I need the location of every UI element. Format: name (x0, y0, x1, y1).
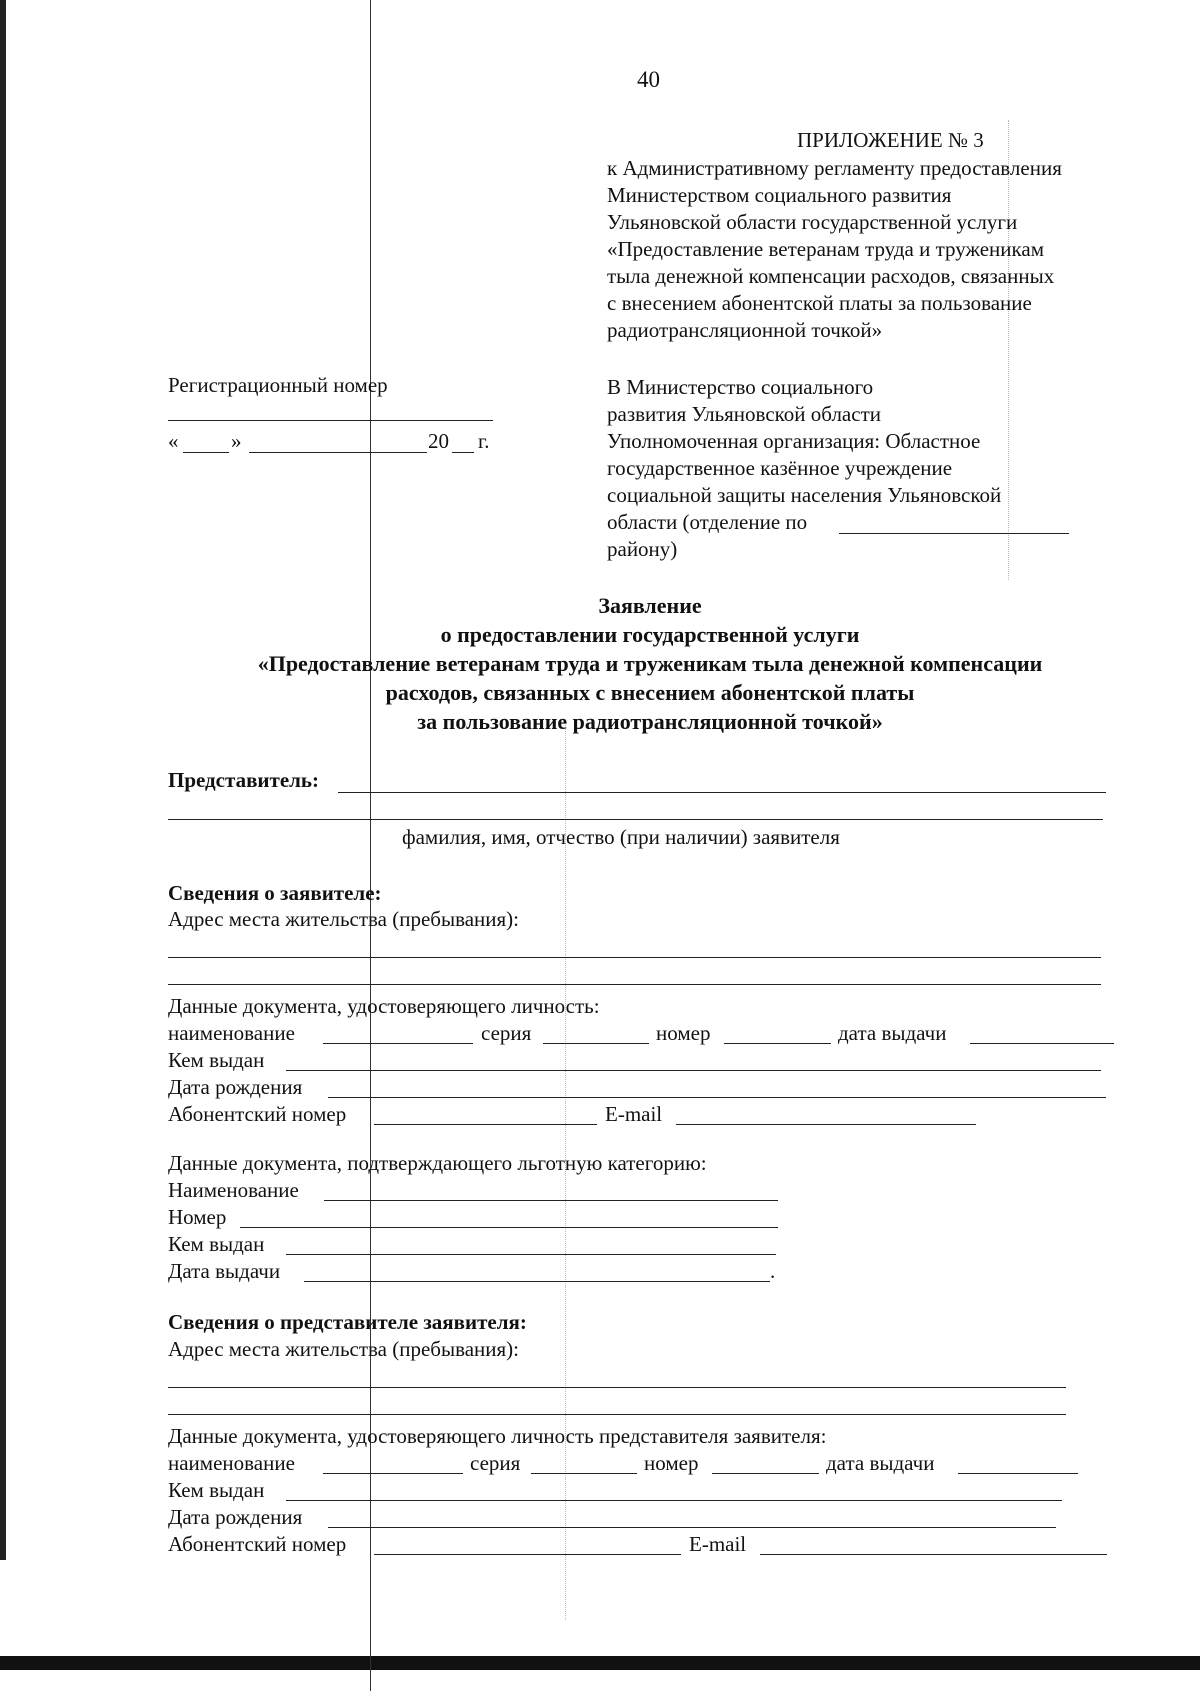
appendix-line: радиотрансляционной точкой» (607, 318, 883, 342)
representative-field[interactable] (338, 792, 1106, 793)
registration-number-field[interactable] (168, 420, 493, 421)
applicant-email-field[interactable] (676, 1124, 976, 1125)
representative-label: Представитель: (168, 768, 320, 792)
date-year-suffix: г. (478, 429, 490, 453)
representative-field-2[interactable] (168, 819, 1103, 820)
rep-birth-date-field[interactable] (328, 1527, 1056, 1528)
rep-doc-issue-date-field[interactable] (958, 1473, 1078, 1474)
rep-subscriber-field[interactable] (374, 1554, 681, 1555)
appendix-line: к Административному регламенту предоставления (607, 156, 1062, 180)
benefit-doc-name-label: Наименование (168, 1178, 299, 1202)
rep-address-field-2[interactable] (168, 1414, 1066, 1415)
appendix-line: Министерством социального развития (607, 183, 952, 207)
addressee-line: В Министерство социального (607, 375, 874, 399)
representative-caption: фамилия, имя, отчество (при наличии) заявителя (402, 825, 840, 849)
benefit-doc-number-label: Номер (168, 1205, 227, 1229)
benefit-doc-issue-date-label: Дата выдачи (168, 1259, 281, 1283)
applicant-subscriber-label: Абонентский номер (168, 1102, 347, 1126)
date-year-field[interactable] (452, 452, 474, 453)
rep-issued-by-label: Кем выдан (168, 1478, 265, 1502)
applicant-subscriber-field[interactable] (374, 1124, 597, 1125)
appendix-title: ПРИЛОЖЕНИЕ № 3 (797, 128, 984, 152)
appendix-line: тыла денежной компенсации расходов, связанных (607, 264, 1055, 288)
rep-address-field[interactable] (168, 1387, 1066, 1388)
applicant-issued-by-label: Кем выдан (168, 1048, 265, 1072)
rep-address-label: Адрес места жительства (пребывания): (168, 1337, 520, 1361)
rep-doc-number-field[interactable] (712, 1473, 819, 1474)
addressee-line: развития Ульяновской области (607, 402, 881, 426)
statement-service-line: «Предоставление ветеранам труда и труженикам тыла денежной компенсации (257, 651, 1043, 676)
addressee-line: государственное казённое учреждение (607, 456, 953, 480)
benefit-doc-issue-date-field[interactable] (304, 1281, 770, 1282)
applicant-doc-issue-date-field[interactable] (970, 1043, 1114, 1044)
addressee-line: социальной защиты населения Ульяновской (607, 483, 1002, 507)
applicant-doc-series-field[interactable] (543, 1043, 649, 1044)
bottom-scan-bar (0, 1656, 1200, 1670)
registration-label: Регистрационный номер (168, 373, 388, 397)
left-scan-edge (0, 0, 6, 1560)
applicant-birth-date-label: Дата рождения (168, 1075, 303, 1099)
applicant-doc-issue-date-label: дата выдачи (838, 1021, 947, 1045)
benefit-doc-name-field[interactable] (324, 1200, 778, 1201)
appendix-line: Ульяновской области государственной услуги (607, 210, 1018, 234)
addressee-line: области (отделение по (607, 510, 808, 534)
rep-doc-series-label: серия (470, 1451, 521, 1475)
applicant-section-title: Сведения о заявителе: (168, 881, 382, 905)
rep-email-label: E-mail (689, 1532, 747, 1556)
applicant-email-label: E-mail (605, 1102, 663, 1126)
applicant-address-field[interactable] (168, 957, 1101, 958)
applicant-doc-number-label: номер (656, 1021, 711, 1045)
date-month-field[interactable] (249, 452, 427, 453)
benefit-doc-issued-by-field[interactable] (286, 1254, 776, 1255)
statement-service-line: за пользование радиотрансляционной точкой» (417, 709, 883, 734)
applicant-doc-name-field[interactable] (323, 1043, 473, 1044)
benefit-doc-end-dot: . (770, 1259, 776, 1283)
date-quote-open: « (168, 429, 179, 453)
date-year-prefix: 20 (428, 429, 449, 453)
addressee-line: району) (607, 537, 678, 561)
date-day-field[interactable] (183, 452, 229, 453)
rep-doc-series-field[interactable] (531, 1473, 637, 1474)
applicant-doc-number-field[interactable] (724, 1043, 831, 1044)
statement-title: Заявление (598, 593, 702, 618)
benefit-doc-issued-by-label: Кем выдан (168, 1232, 265, 1256)
rep-section-title: Сведения о представителе заявителя: (168, 1310, 527, 1334)
rep-id-doc-title: Данные документа, удостоверяющего личность представителя заявителя: (168, 1424, 827, 1448)
appendix-line: «Предоставление ветеранам труда и труженикам (607, 237, 1044, 261)
appendix-line: с внесением абонентской платы за пользование (607, 291, 1032, 315)
rep-doc-name-field[interactable] (323, 1473, 463, 1474)
benefit-doc-title: Данные документа, подтверждающего льготную категорию: (168, 1151, 707, 1175)
statement-subtitle: о предоставлении государственной услуги (440, 622, 860, 647)
rep-email-field[interactable] (760, 1554, 1107, 1555)
applicant-doc-name-label: наименование (168, 1021, 295, 1045)
applicant-issued-by-field[interactable] (286, 1070, 1101, 1071)
applicant-address-field-2[interactable] (168, 984, 1101, 985)
district-field[interactable] (839, 533, 1069, 534)
benefit-doc-number-field[interactable] (240, 1227, 778, 1228)
date-quote-close: » (231, 429, 242, 453)
rep-issued-by-field[interactable] (286, 1500, 1062, 1501)
applicant-address-label: Адрес места жительства (пребывания): (168, 907, 520, 931)
rep-birth-date-label: Дата рождения (168, 1505, 303, 1529)
applicant-doc-series-label: серия (481, 1021, 532, 1045)
rep-subscriber-label: Абонентский номер (168, 1532, 347, 1556)
applicant-birth-date-field[interactable] (328, 1097, 1106, 1098)
rep-doc-name-label: наименование (168, 1451, 295, 1475)
applicant-id-doc-title: Данные документа, удостоверяющего личность: (168, 994, 600, 1018)
statement-service-line: расходов, связанных с внесением абонентской платы (385, 680, 915, 705)
rep-doc-issue-date-label: дата выдачи (826, 1451, 935, 1475)
scan-faint-line (1008, 120, 1009, 580)
page-number: 40 (637, 67, 660, 92)
rep-doc-number-label: номер (644, 1451, 699, 1475)
addressee-line: Уполномоченная организация: Областное (607, 429, 981, 453)
